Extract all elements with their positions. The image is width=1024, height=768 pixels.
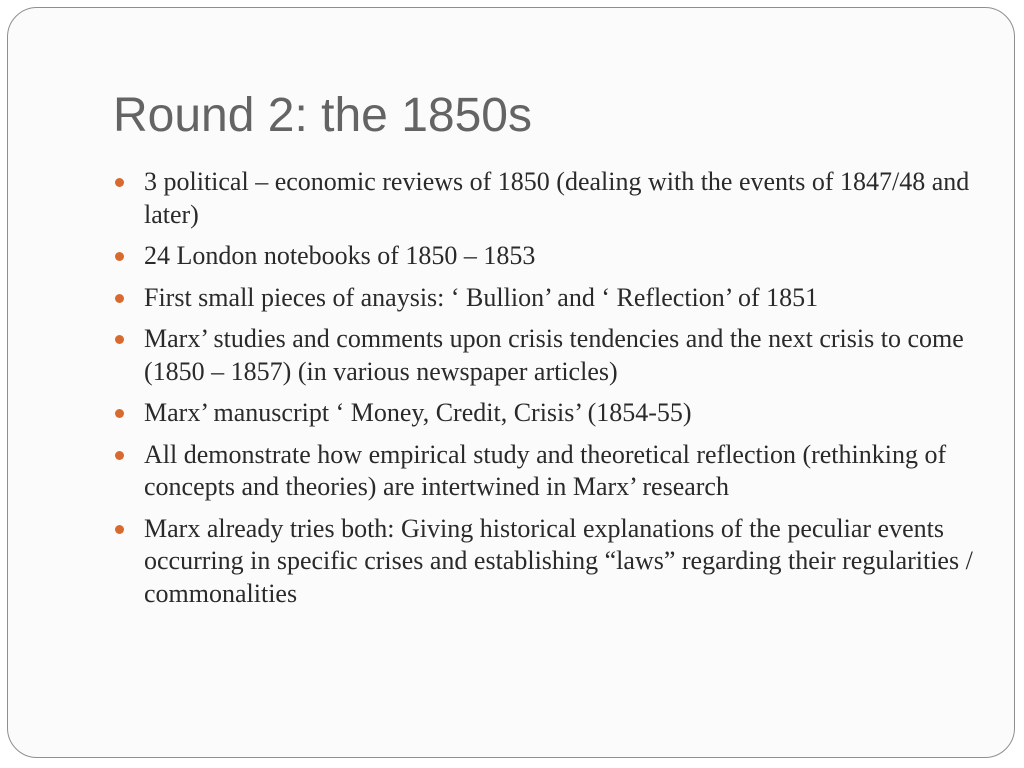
bullet-icon <box>115 335 124 344</box>
slide-title: Round 2: the 1850s <box>113 89 532 142</box>
bullet-icon <box>115 525 124 534</box>
bullet-text: Marx’ manuscript ‘ Money, Credit, Crisis’ (1854-55) <box>144 398 692 427</box>
bullet-text: Marx already tries both: Giving historical explanations of the peculiar events occurring in specific crises and establishing “laws” regarding their regularities / commonalities <box>144 513 973 608</box>
bullet-text: 24 London notebooks of 1850 – 1853 <box>144 241 536 270</box>
list-item <box>113 282 993 315</box>
bullet-list <box>113 166 993 619</box>
list-item <box>113 166 993 231</box>
list-item <box>113 439 993 504</box>
bullet-icon <box>115 178 124 187</box>
list-item <box>113 513 993 611</box>
bullet-icon <box>115 409 124 418</box>
bullet-text: All demonstrate how empirical study and theoretical reflection (rethinking of concepts and theories) are intertwined in Marx’ research <box>144 439 947 501</box>
bullet-text: Marx’ studies and comments upon crisis tendencies and the next crisis to come (1850 – 1857) (in various newspaper articles) <box>144 324 964 386</box>
bullet-icon <box>115 294 124 303</box>
bullet-icon <box>115 252 124 261</box>
list-item <box>113 323 993 388</box>
list-item <box>113 240 993 273</box>
bullet-text: 3 political – economic reviews of 1850 (dealing with the events of 1847/48 and later) <box>144 167 970 229</box>
bullet-icon <box>115 451 124 460</box>
bullet-text: First small pieces of anaysis: ‘ Bullion’ and ‘ Reflection’ of 1851 <box>144 282 819 312</box>
list-item <box>113 397 993 430</box>
